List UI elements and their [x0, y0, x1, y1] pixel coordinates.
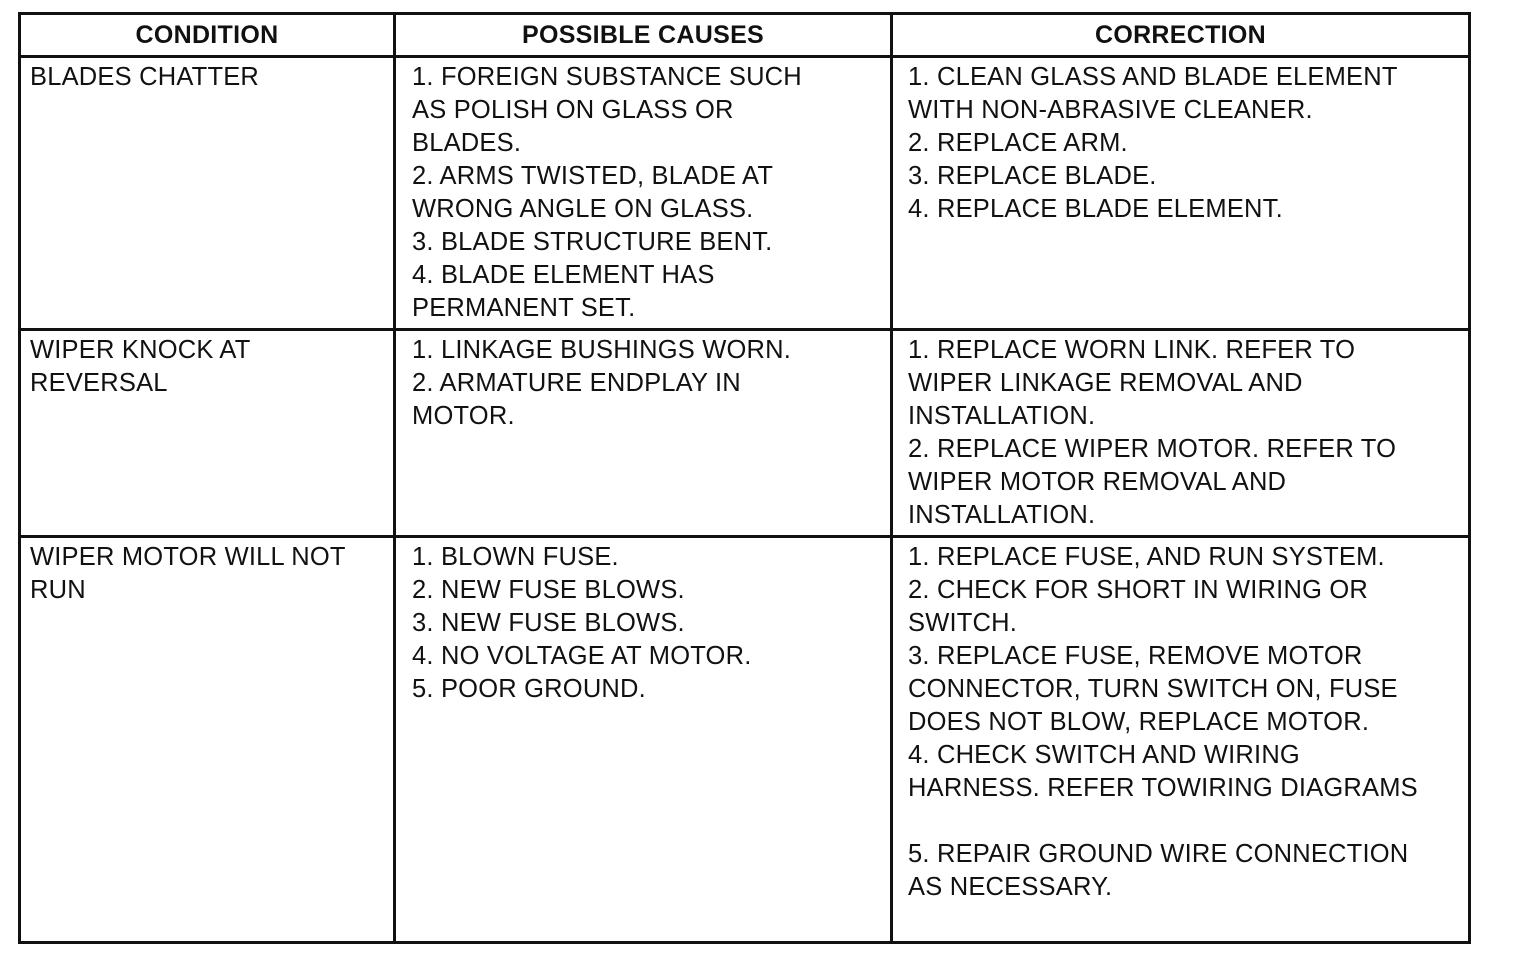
cause-line: 1. FOREIGN SUBSTANCE SUCH	[412, 63, 802, 91]
cause-line: WRONG ANGLE ON GLASS.	[412, 195, 754, 223]
cause-line: 1. BLOWN FUSE.	[412, 543, 619, 571]
table-header	[20, 14, 1470, 57]
header-row	[20, 14, 1470, 57]
cause-line: BLADES.	[412, 129, 522, 157]
cause-line: 5. POOR GROUND.	[412, 675, 646, 703]
table-row	[20, 330, 1470, 537]
cell-text	[21, 538, 393, 607]
blank-line	[908, 805, 1466, 838]
table-row	[20, 537, 1470, 943]
condition-line: BLADES CHATTER	[30, 63, 260, 91]
condition-cell	[20, 57, 395, 330]
cause-line: 4. NO VOLTAGE AT MOTOR.	[412, 642, 752, 670]
correction-line: 2. REPLACE WIPER MOTOR. REFER TO	[908, 435, 1397, 463]
correction-cell	[892, 330, 1470, 537]
causes-cell	[395, 57, 892, 330]
cell-text	[21, 58, 393, 94]
correction-line: 1. CLEAN GLASS AND BLADE ELEMENT	[908, 63, 1398, 91]
correction-line: 3. REPLACE FUSE, REMOVE MOTOR	[908, 642, 1363, 670]
condition-line: WIPER KNOCK AT	[30, 336, 251, 364]
cause-line: PERMANENT SET.	[412, 294, 636, 322]
causes-cell	[395, 330, 892, 537]
correction-line: 3. REPLACE BLADE.	[908, 162, 1157, 190]
condition-line: RUN	[30, 576, 86, 604]
header-condition: CONDITION	[20, 14, 395, 57]
table-body	[20, 57, 1470, 943]
condition-cell	[20, 537, 395, 943]
cause-line: 4. BLADE ELEMENT HAS	[412, 261, 715, 289]
header-correction: CORRECTION	[892, 14, 1470, 57]
table-row	[20, 57, 1470, 330]
correction-line: WIPER MOTOR REMOVAL AND	[908, 468, 1287, 496]
correction-line: 1. REPLACE WORN LINK. REFER TO	[908, 336, 1356, 364]
correction-line: 5. REPAIR GROUND WIRE CONNECTION	[908, 840, 1409, 868]
correction-line: HARNESS. REFER TOWIRING DIAGRAMS	[908, 774, 1418, 802]
correction-line: 1. REPLACE FUSE, AND RUN SYSTEM.	[908, 543, 1385, 571]
correction-line: DOES NOT BLOW, REPLACE MOTOR.	[908, 708, 1370, 736]
cell-text	[396, 58, 890, 325]
correction-line: WIPER LINKAGE REMOVAL AND	[908, 369, 1303, 397]
causes-cell	[395, 537, 892, 943]
correction-line: INSTALLATION.	[908, 402, 1096, 430]
cell-text	[893, 58, 1468, 226]
header-possible-causes: POSSIBLE CAUSES	[395, 14, 892, 57]
cause-line: 3. NEW FUSE BLOWS.	[412, 609, 685, 637]
correction-line: SWITCH.	[908, 609, 1018, 637]
cause-line: 2. NEW FUSE BLOWS.	[412, 576, 685, 604]
correction-line: WITH NON-ABRASIVE CLEANER.	[908, 96, 1313, 124]
cause-line: 3. BLADE STRUCTURE BENT.	[412, 228, 773, 256]
cause-line: 2. ARMS TWISTED, BLADE AT	[412, 162, 774, 190]
cell-text	[21, 331, 393, 400]
condition-cell	[20, 330, 395, 537]
cell-text	[893, 331, 1468, 532]
correction-line: 4. CHECK SWITCH AND WIRING	[908, 741, 1300, 769]
cell-text	[396, 331, 890, 433]
correction-line: 2. REPLACE ARM.	[908, 129, 1128, 157]
cause-line: 2. ARMATURE ENDPLAY IN	[412, 369, 741, 397]
cell-text	[396, 538, 890, 706]
troubleshooting-table	[18, 12, 1471, 944]
correction-cell	[892, 537, 1470, 943]
cause-line: 1. LINKAGE BUSHINGS WORN.	[412, 336, 792, 364]
correction-line: AS NECESSARY.	[908, 873, 1113, 901]
cause-line: AS POLISH ON GLASS OR	[412, 96, 734, 124]
cause-line: MOTOR.	[412, 402, 515, 430]
cell-text	[893, 538, 1468, 904]
correction-line: 2. CHECK FOR SHORT IN WIRING OR	[908, 576, 1369, 604]
correction-line: INSTALLATION.	[908, 501, 1096, 529]
condition-line: REVERSAL	[30, 369, 168, 397]
condition-line: WIPER MOTOR WILL NOT	[30, 543, 346, 571]
correction-line: 4. REPLACE BLADE ELEMENT.	[908, 195, 1283, 223]
correction-line: CONNECTOR, TURN SWITCH ON, FUSE	[908, 675, 1398, 703]
correction-cell	[892, 57, 1470, 330]
